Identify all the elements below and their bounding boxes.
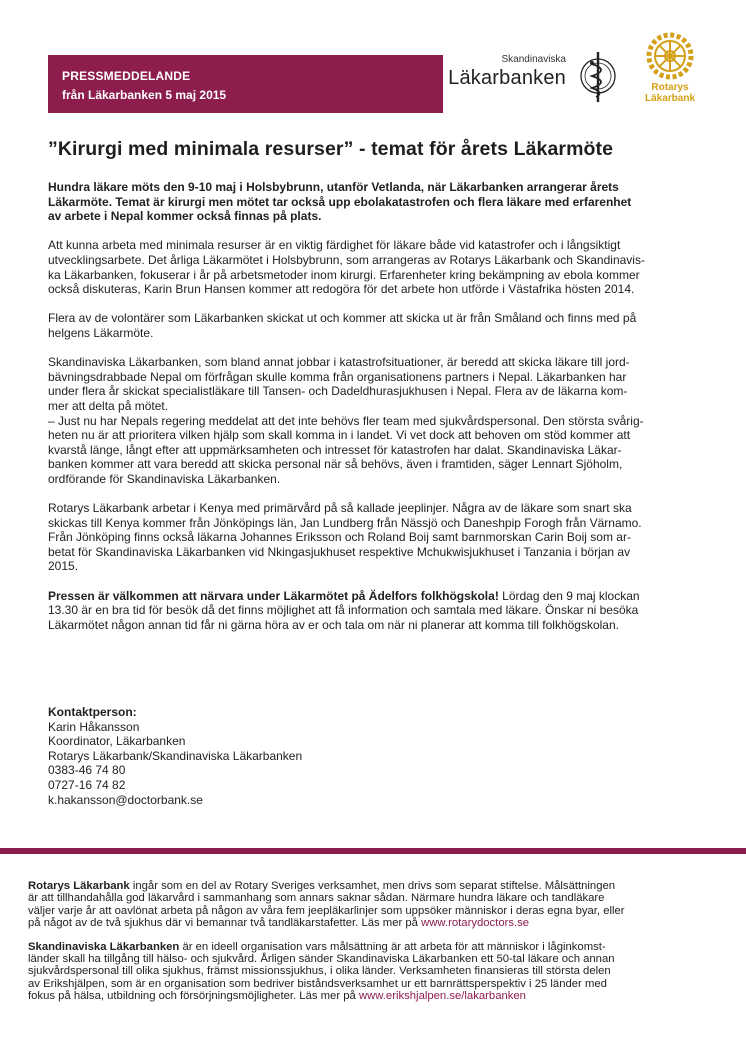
contact-phone-1: 0383-46 74 80 — [48, 763, 126, 778]
text-line: länder skall ha tillgång till hälso- och sjukvård. Årligen sänder Skandinaviska Läkarbanken ett 50-tal läkare och annan — [28, 953, 615, 966]
text-line: väljer varje år att oavlönat arbeta på någon av våra fem jeepläkarlinjer som uppsöker människor i deras egna byar, eller — [28, 904, 625, 917]
text-line: 13.30 är en bra tid för besök då det finns möjlighet att få information och samtala med läkare. Önskar ni besöka — [48, 603, 639, 618]
text-line: utvecklingsarbete. Det årliga Läkarmötet i Holsbybrunn, som arrangeras av Rotarys Läkarbank och Skandinavis- — [48, 252, 645, 267]
page-title: ”Kirurgi med minimala resurser” - temat för årets Läkarmöte — [48, 138, 614, 160]
logo-big-text: Läkarbanken — [448, 67, 566, 89]
footer-divider — [0, 848, 746, 854]
invite-paragraph — [48, 589, 708, 633]
caduceus-icon — [572, 46, 624, 104]
rotarydoctors-link[interactable]: www.rotarydoctors.se — [421, 917, 530, 930]
text-line: är en ideell organisation vars målsättning är att arbeta för att människor i låginkomst- — [179, 940, 606, 953]
text-line: sjukvårdspersonal till olika sjukhus, främst missionssjukhus, i olika länder. Verksamheten finansieras till största delen — [28, 965, 611, 978]
invite-bold: Pressen är välkommen att närvara under Läkarmötet på Ädelfors folkhögskola! — [48, 588, 499, 603]
text-line: Hundra läkare möts den 9-10 maj i Holsbybrunn, utanför Vetlanda, när Läkarbanken arrangerar årets — [48, 180, 619, 194]
paragraph — [48, 238, 708, 296]
header-label: PRESSMEDDELANDE — [62, 69, 191, 83]
skandinaviska-lakarbanken-logo — [448, 40, 624, 104]
text-line: – Just nu har Nepals regering meddelat att det inte behövs fler team med sjukvårdspersonal. Den största svårig- — [48, 413, 644, 428]
text-line: av arbete i Nepal kommer också finnas på plats. — [48, 209, 322, 224]
text-line: Läkarmöte. Temat är kirurgi men mötet tar också upp ebolakatastrofen och flera läkare med erfarenhet — [48, 194, 632, 209]
text-line: under flera år skickat specialistläkare till Tansen- och Dadeldhurasjukhusen i Nepal. Flera av de läkarna kom- — [48, 384, 628, 399]
contact-phone-2: 0727-16 74 82 — [48, 777, 126, 792]
text-line: Skandinaviska Läkarbanken, som bland annat jobbar i katastrofsituationer, är beredd att skicka läkare till jord- — [48, 355, 630, 370]
text-line: på något av de två sjukhus där vi bemannar två tandläkarstafetter. Läs mer på — [28, 917, 422, 930]
text-line: ordförande för Skandinaviska Läkarbanken. — [48, 471, 281, 486]
erikshjalpen-link[interactable]: www.erikshjalpen.se/lakarbanken — [358, 990, 526, 1003]
text-line: är att tillhandahålla god läkarvård i sammanhang som annars saknar sådan. Närmare hundra läkare och tandläkare — [28, 892, 605, 905]
paragraph — [48, 501, 708, 574]
rotary-logo-line2: Läkarbank — [644, 93, 696, 104]
press-release-header — [48, 55, 443, 113]
text-line: banken kommer att vara beredd att skicka personal när så behövs, även i framtiden, säger Lennart Sjöholm, — [48, 457, 623, 472]
text-line: Läkarmötet någon annan tid får ni gärna höra av er och tala om när ni planerar att komma till folkhögskolan. — [48, 617, 619, 632]
text-line: mer att delta på mötet. — [48, 398, 169, 413]
contact-org: Rotarys Läkarbank/Skandinaviska Läkarbanken — [48, 748, 303, 763]
article-body — [48, 180, 708, 647]
text-line: Flera av de volontärer som Läkarbanken skickat ut och kommer att skicka ut är från Småland och finns med på — [48, 311, 637, 326]
rotary-logo-line1: Rotarys — [651, 82, 689, 93]
text-line: kvarstå länge, långt efter att uppmärksamheten och intresset för katastrofen har dalat. Skandinaviska Läkar- — [48, 442, 622, 457]
header-date: från Läkarbanken 5 maj 2015 — [62, 88, 227, 102]
contact-name: Karin Håkansson — [48, 719, 140, 734]
footer-rotary-name: Rotarys Läkarbank — [28, 880, 130, 892]
footer — [28, 880, 718, 1014]
footer-rotary — [28, 880, 718, 930]
contact-heading: Kontaktperson: — [48, 705, 137, 719]
contact-block — [48, 705, 448, 807]
text-line: Från Jönköping finns också läkarna Johannes Eriksson och Roland Boij samt barnmorskan Carin Boij som ar- — [48, 530, 631, 545]
text-line: Lördag den 9 maj klockan — [498, 588, 640, 603]
text-line: ingår som en del av Rotary Sveriges verksamhet, men drivs som separat stiftelse. Målsättningen — [129, 880, 616, 892]
text-line: 2015. — [48, 559, 79, 574]
paragraph — [48, 355, 708, 486]
rotary-wheel-icon — [642, 30, 698, 82]
text-line: Att kunna arbeta med minimala resurser är en viktig färdighet för läkare både vid katastrofer och i långsiktigt — [48, 238, 621, 253]
text-line: fokus på hälsa, utbildning och försörjningsmöjligheter. Läs mer på — [28, 990, 359, 1003]
rotarys-lakarbank-logo — [630, 30, 710, 110]
text-line: helgens Läkarmöte. — [48, 325, 154, 340]
text-line: skickas till Kenya kommer från Jönköpings län, Jan Lundberg från Nässjö och Daneshpip Forogh från Värnamo. — [48, 515, 642, 530]
text-line: ka Läkarbanken, fokuserar i år på arbetsmetoder inom kirurgi. Erfarenheter kring bekämpning av ebola kommer — [48, 267, 640, 282]
footer-skandinaviska — [28, 941, 718, 1003]
text-line: bävningsdrabbade Nepal om förfrågan skulle komma från organisationens partners i Nepal. Läkarbanken har — [48, 369, 627, 384]
footer-skandinaviska-name: Skandinaviska Läkarbanken — [28, 940, 180, 953]
lead-paragraph — [48, 180, 708, 224]
text-line: av Erikshjälpen, som är en organisation som bedriver biståndsverksamhet ur ett barnrättsperspektiv i 25 länder med — [28, 977, 607, 990]
contact-email[interactable]: k.hakansson@doctorbank.se — [48, 792, 203, 807]
text-line: heten nu är att prioritera vilken hjälp som skall komma in i landet. Vi vet dock att behoven om stöd kommer att — [48, 428, 631, 443]
text-line: också diskuteras, Karin Brun Hansen kommer att redogöra för det arbete hon utförde i Västafrika hösten 2014. — [48, 282, 635, 297]
text-line: Rotarys Läkarbank arbetar i Kenya med primärvård på så kallade jeeplinjer. Några av de läkare som snart ska — [48, 501, 632, 516]
logo-small-text: Skandinaviska — [501, 54, 566, 65]
text-line: betat för Skandinaviska Läkarbanken vid Nkingasjukhuset respektive Mchukwisjukhuset i Tanzania i början av — [48, 544, 631, 559]
paragraph — [48, 311, 708, 340]
contact-role: Koordinator, Läkarbanken — [48, 734, 186, 749]
